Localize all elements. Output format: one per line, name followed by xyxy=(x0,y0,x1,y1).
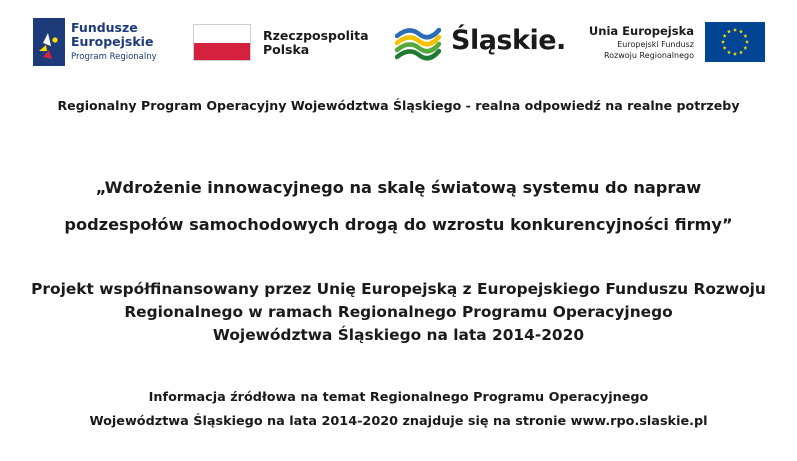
polish-flag-icon xyxy=(193,24,251,61)
unia-europejska-logo xyxy=(580,22,770,66)
eu-flag-icon xyxy=(705,22,765,62)
fundusze-europejskie-logo xyxy=(33,18,173,68)
logo-bar xyxy=(0,0,797,80)
source-info-line1: Informacja źródłowa na temat Regionalnego Programu Operacyjnego xyxy=(148,390,649,405)
source-info-line2: Województwa Śląskiego na lata 2014-2020 znajduje się na stronie www.rpo.slaskie.pl xyxy=(89,414,708,429)
rzeczpospolita-line1: Rzeczpospolita xyxy=(263,28,369,43)
fundusze-line3: Program Regionalny xyxy=(71,52,157,62)
project-title-line1: „Wdrożenie innowacyjnego na skalę światową systemu do napraw xyxy=(95,178,702,197)
fundusze-europejskie-emblem-icon xyxy=(33,18,65,66)
cofinancing-line2: Regionalnego w ramach Regionalnego Programu Operacyjnego xyxy=(124,303,673,321)
slaskie-logo xyxy=(395,22,565,66)
fundusze-line1: Fundusze xyxy=(71,20,138,35)
unia-line2: Europejski Fundusz xyxy=(617,40,694,49)
project-title-line2: podzespołów samochodowych drogą do wzrostu konkurencyjności firmy” xyxy=(64,215,733,234)
unia-line3: Rozwoju Regionalnego xyxy=(603,51,694,60)
slaskie-waves-icon xyxy=(395,24,441,62)
cofinancing-line1: Projekt współfinansowany przez Unię Europejską z Europejskiego Funduszu Rozwoju xyxy=(31,280,766,298)
slaskie-name: Śląskie. xyxy=(451,25,566,56)
rzeczpospolita-polska-logo xyxy=(193,24,369,64)
cofinancing-line3: Województwa Śląskiego na lata 2014-2020 xyxy=(212,326,585,344)
rzeczpospolita-line2: Polska xyxy=(263,42,310,57)
program-tagline: Regionalny Program Operacyjny Województwa Śląskiego - realna odpowiedź na realne potrzeby xyxy=(57,98,740,113)
fundusze-line2: Europejskie xyxy=(71,34,154,49)
unia-line1: Unia Europejska xyxy=(588,24,694,38)
